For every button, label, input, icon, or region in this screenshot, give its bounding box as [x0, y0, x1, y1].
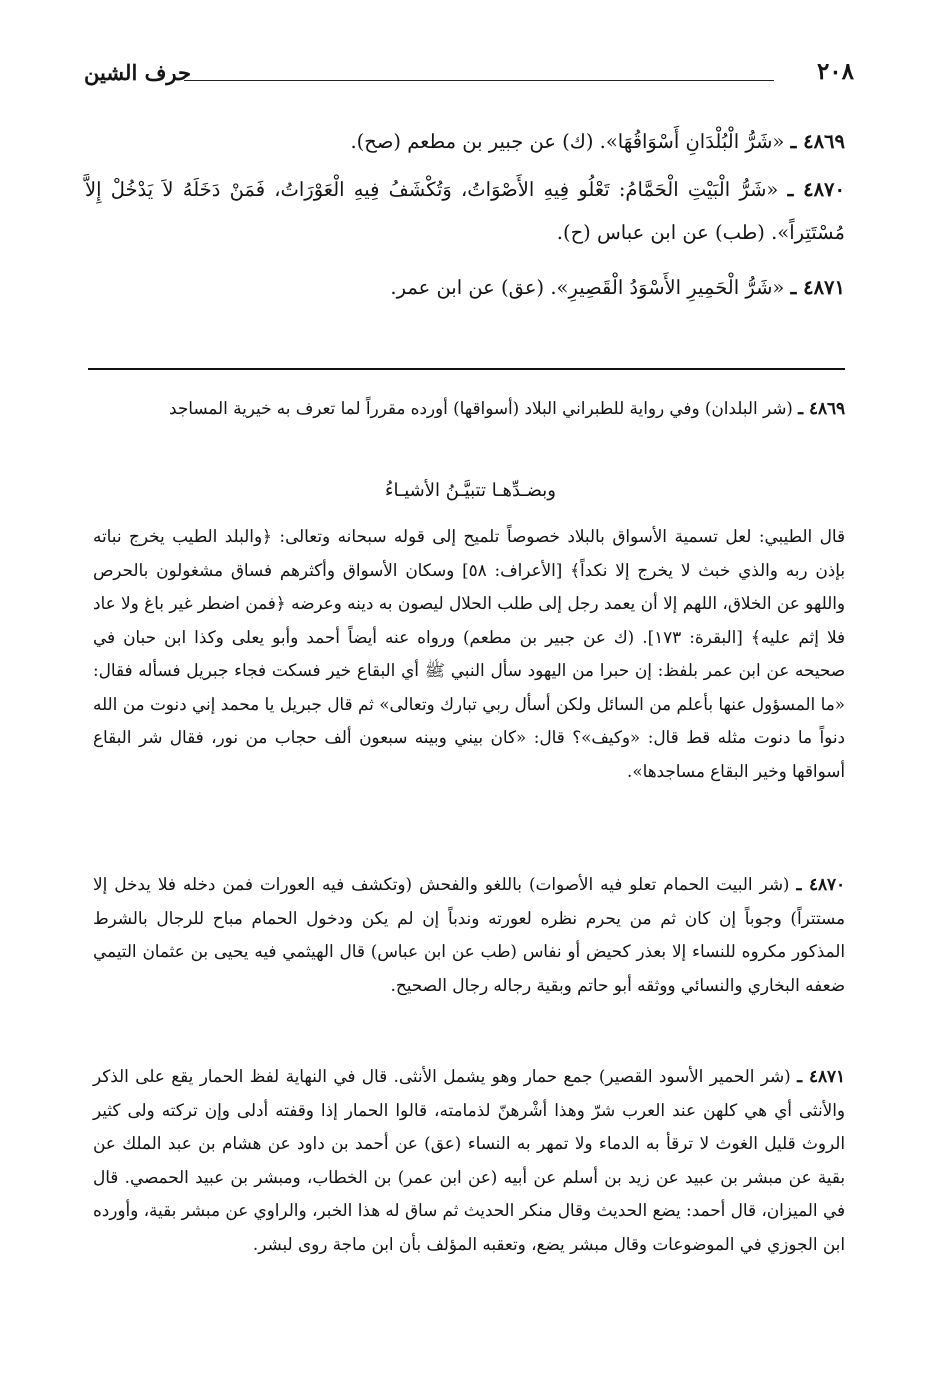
commentary-4870: [93, 868, 845, 1002]
hadith-4870: [85, 168, 845, 254]
commentary-text: (شر الحمير الأسود القصير) جمع حمار وهو يشمل الأنثى. قال في النهاية لفظ الحمار يقع على الذكر والأنثى أي هي كلهن عند العرب شرّ وهذا أشْرهنّ لذمامته، قالوا الحمار إذا وقفته أدلى وإن تركته ولى كثير الروث قليل الغوث لا ترقأ به الدماء ولا تمهر به النساء (عق) عن أحمد بن داود عن هشام بن عبد الملك عن بقية عن مبشر بن عبيد عن زيد بن أسلم عن أبيه (عن ابن عمر) بن الخطاب، ومبشر بن عبيد الحمصي. قال في الميزان، قال أحمد: يضع الحديث وقال منكر الحديث ثم ساق له هذا الخبر، والراوي عن مبشر بقية، وأورده ابن الجوزي في الموضوعات وقال مبشر يضع، وتعقبه المؤلف بأن ابن ماجة روى لبشر.: [93, 1066, 845, 1254]
commentary-number: ٤٨٧١ ـ: [797, 1066, 845, 1086]
commentary-text: (شر البيت الحمام تعلو فيه الأصوات) باللغو والفحش (وتكشف فيه العورات فمن دخله فلا يدخل إلا مستتراً) وجوباً إن كان ثم من يحرم نظره لعورته وندباً إن لم يكن ودخول الحمام مباح للرجال بالشرط المذكور مكروه للنساء إلا بعذر كحيض أو نفاس (طب عن ابن عباس) قال الهيثمي فيه يحيى بن عثمان التيمي ضعفه البخاري والنسائي ووثقه أبو حاتم وبقية رجاله رجال الصحيح.: [93, 874, 845, 995]
hadith-number: ٤٨٧١ ـ: [790, 276, 845, 299]
commentary-number: ٤٨٦٩ ـ: [798, 398, 845, 418]
hadith-text: «شَرُّ الْبُلْدَانِ أَسْوَاقُهَا». (ك) عن جبير بن مطعم (صح).: [350, 130, 785, 153]
hadith-text: «شَرُّ الْحَمِيرِ الأَسْوَدُ الْقَصِيرِ». (عق) عن ابن عمر.: [390, 276, 785, 299]
chapter-title: حرف الشين: [84, 60, 191, 85]
hadith-number: ٤٨٦٩ ـ: [790, 130, 845, 153]
hadith-4869: [85, 120, 845, 163]
hadith-4871: [85, 266, 845, 309]
footnote-separator: [88, 368, 845, 370]
page-number: ٢٠٨: [816, 58, 854, 85]
hadith-text: «شَرُّ الْبَيْتِ الْحَمَّامُ: تَعْلُو فِيهِ الأَصْوَاتُ، وَتُكْشَفُ فِيهِ الْعَوْرَاتُ، فَمَنْ دَخَلَهُ لاَ يَدْخُلْ إِلاَّ مُسْتَتِراً». (طب) عن ابن عباس (ح).: [85, 178, 845, 244]
commentary-number: ٤٨٧٠ ـ: [796, 874, 846, 894]
commentary-text: (شر البلدان) وفي رواية للطبراني البلاد (أسواقها) أورده مقرراً لما تعرف به خيرية المساجد: [169, 398, 793, 418]
commentary-4869-body: [93, 520, 845, 788]
page-header: [84, 58, 854, 92]
header-rule: [184, 80, 774, 81]
hadith-number: ٤٨٧٠ ـ: [787, 178, 845, 201]
commentary-4871: [93, 1060, 845, 1261]
commentary-text: قال الطيبي: لعل تسمية الأسواق بالبلاد خصوصاً تلميح إلى قوله سبحانه وتعالى: ﴿والبلد الطيب يخرج نباته بإذن ربه والذي خبث لا يخرج إلا نكداً﴾ [الأعراف: ٥٨] وسكان الأسواق وأكثرهم فساق مشغولون بالحرص واللهو عن الخلاق، اللهم إلا أن يعمد رجل إلى طلب الحلال ليصون به دينه وعرضه ﴿فمن اضطر غير باغ ولا عاد فلا إثم عليه﴾ [البقرة: ١٧٣]. (ك عن جبير بن مطعم) ورواه عنه أيضاً أحمد وأبو يعلى وكذا ابن حبان في صحيحه عن ابن عمر بلفظ: إن حبرا من اليهود سأل النبي ﷺ أي البقاع خير فسكت فجاء جبريل فسأله فقال: «ما المسؤول عنها بأعلم من السائل ولكن أسأل ربي تبارك وتعالى» ثم قال جبريل يا محمد إني دنوت من الله دنواً ما دنوت مثله قط قال: «وكيف»؟ قال: «كان بيني وبينه سبعون ألف حجاب من نور، فقال شر البقاع أسواقها وخير البقاع مساجدها».: [93, 526, 846, 781]
poetry-verse: وبضـدِّهـا تتبيَّـنُ الأشيـاءُ: [384, 480, 556, 501]
commentary-4869-intro: [93, 392, 845, 426]
